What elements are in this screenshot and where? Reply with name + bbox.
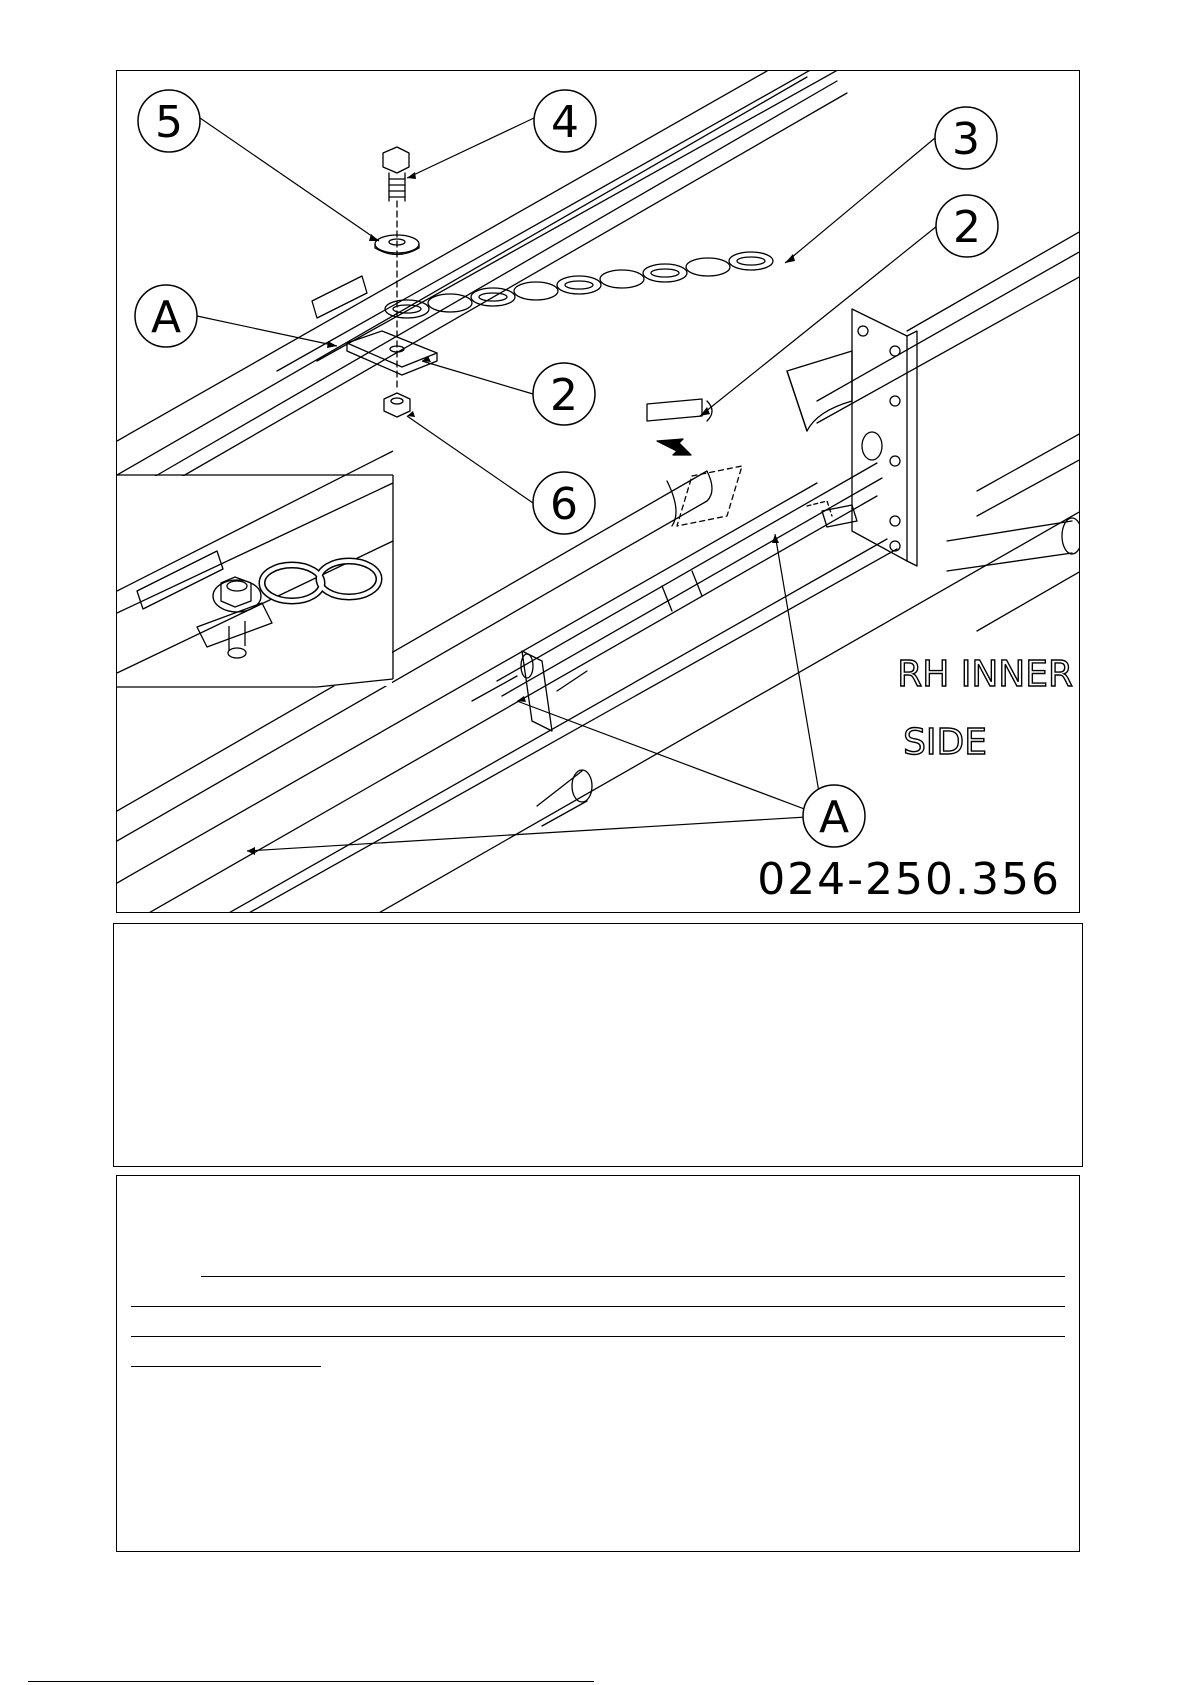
- callout-2-upper: 2: [953, 202, 981, 253]
- frame-lug: [312, 276, 367, 318]
- callout-a-upper: A: [150, 292, 182, 343]
- fill-in-line-4: [131, 1366, 321, 1367]
- assembly-drawing: [116, 70, 1080, 913]
- side-label-line-2: SIDE: [903, 722, 987, 763]
- fill-in-line-3: [131, 1336, 1065, 1337]
- detail-inset: [117, 451, 393, 687]
- fill-in-line-1: [201, 1276, 1065, 1277]
- callout-a-lower: A: [818, 792, 850, 843]
- bolt-part-4: [383, 147, 409, 391]
- callout-6: 6: [550, 479, 578, 530]
- footer-rule: [28, 1681, 594, 1682]
- callout-5: 5: [155, 97, 183, 148]
- side-label-line-1: RH INNER: [897, 654, 1073, 695]
- callout-2-lower: 2: [550, 370, 578, 421]
- fill-in-line-2: [131, 1306, 1065, 1307]
- callout-4: 4: [551, 97, 579, 148]
- notes-box-lower: [116, 1175, 1080, 1552]
- nut-part-6: [384, 393, 410, 417]
- callout-3: 3: [952, 114, 980, 165]
- drawing-canvas: [117, 71, 1080, 913]
- notes-box-upper: [113, 923, 1083, 1167]
- chain-part-3: [385, 252, 773, 318]
- drawing-number: 024-250.356: [757, 854, 1061, 905]
